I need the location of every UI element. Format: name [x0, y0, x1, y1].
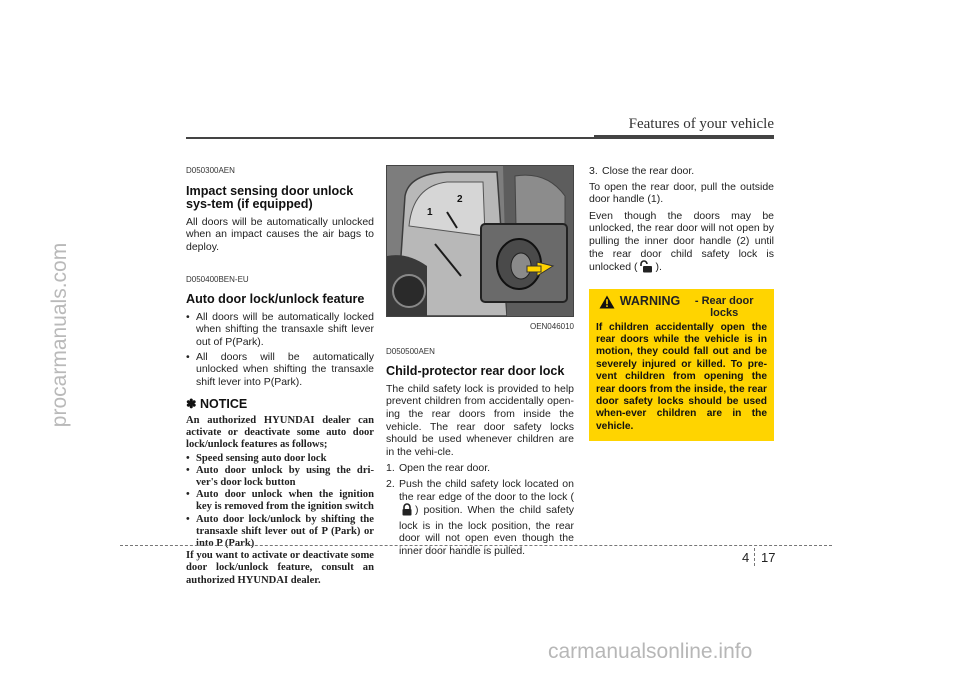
- notice-body: [186, 415, 374, 587]
- warning-word: WARNING: [619, 293, 681, 308]
- car-door-drawing: [387, 166, 573, 316]
- warning-body: If children accidentally open the rear doors while the vehicle is in motion, they could fall out and be severely injured or killed. To pre-vent children from opening the rear doors from the inside, the rear door safety locks should be used when-ever children are in the vehicle.: [596, 321, 767, 432]
- notice-outro: If you want to activate or deactivate some door lock/unlock feature, consult an authorized HYUNDAI dealer.: [186, 550, 374, 586]
- section-heading: Auto door lock/unlock feature: [186, 292, 365, 307]
- chapter-number: 4: [742, 550, 750, 565]
- page-number: 17: [761, 550, 776, 565]
- steps-list: [589, 165, 774, 178]
- warning-box: [589, 289, 774, 441]
- footer-rule: [120, 545, 832, 546]
- lock-open-icon: [639, 260, 653, 277]
- section-header-title: Features of your vehicle: [628, 116, 774, 132]
- section-body: The child safety lock is provided to help prevent children from accidentally open-ing the rear doors from inside the vehicle. The rear door safety locks should be used whenever children are in the vehi-cle.: [386, 382, 574, 458]
- paragraph: To open the rear door, pull the outside door handle (1).: [589, 180, 774, 206]
- page-number-separator: [754, 548, 755, 566]
- list-item: 3. Close the rear door.: [589, 165, 695, 177]
- list-item: 2. Push the child safety lock located on the rear edge of the door to the lock () position. When the child safety lock is in the lock position, the rear door will not open even though the inner door handle is pulled.: [386, 477, 574, 557]
- paragraph: Even though the doors may be unlocked, the rear door will not open by pulling the inner door handle (2) until the rear door child safety lock is unlocked ( ).: [589, 210, 774, 277]
- steps-list: [386, 462, 574, 557]
- side-watermark: procarmanuals.com: [48, 242, 71, 428]
- callout-label-2: 2: [457, 194, 463, 205]
- rear-door-illustration: [386, 165, 574, 317]
- figure-code: OEN046010: [529, 322, 574, 331]
- list-item: 1. Open the rear door.: [386, 462, 491, 475]
- column-1: [186, 165, 374, 588]
- notice-label: NOTICE: [199, 397, 248, 412]
- auto-lock-bullets: [186, 311, 374, 389]
- warning-triangle-icon: [599, 295, 615, 313]
- warning-header: [596, 295, 767, 320]
- notice-symbol: ✽: [186, 397, 197, 412]
- column-2: [386, 165, 574, 561]
- list-item: • Auto door unlock when the ignition key is removed from the ignition switch: [186, 489, 374, 513]
- list-item: • Speed sensing auto door lock: [186, 453, 374, 465]
- notice-title: [186, 398, 374, 411]
- list-item: • Auto door unlock by using the dri-ver's door lock button: [186, 465, 374, 489]
- bottom-watermark: carmanualsonline.info: [548, 640, 753, 663]
- list-item: • All doors will be automatically locked when shifting the transaxle shift lever out of P(Park).: [186, 311, 374, 349]
- section-code: D050400BEN-EU: [186, 274, 249, 284]
- callout-label-1: 1: [427, 207, 433, 218]
- list-item: • Auto door lock/unlock by shifting the transaxle shift lever out of P (Park) or into P (Park): [186, 514, 374, 551]
- section-body: All doors will be automatically unlocked when an impact causes the air bags to deploy.: [186, 215, 374, 253]
- header-rule: [186, 137, 774, 139]
- section-code: D050300AEN: [186, 166, 235, 175]
- column-3: [589, 165, 774, 441]
- lock-closed-icon: [401, 503, 413, 520]
- list-item: • All doors will be automatically unlocked when shifting the transaxle shift lever into P(Park).: [186, 351, 374, 389]
- section-heading: Child-protector rear door lock: [386, 364, 565, 379]
- section-code: D050500AEN: [386, 346, 435, 356]
- notice-intro: An authorized HYUNDAI dealer can activate or deactivate some auto door lock/unlock features as follows;: [186, 414, 374, 451]
- section-heading: Impact sensing door unlock sys-tem (if equipped): [186, 183, 354, 212]
- warning-subtitle: - Rear door locks: [694, 294, 754, 320]
